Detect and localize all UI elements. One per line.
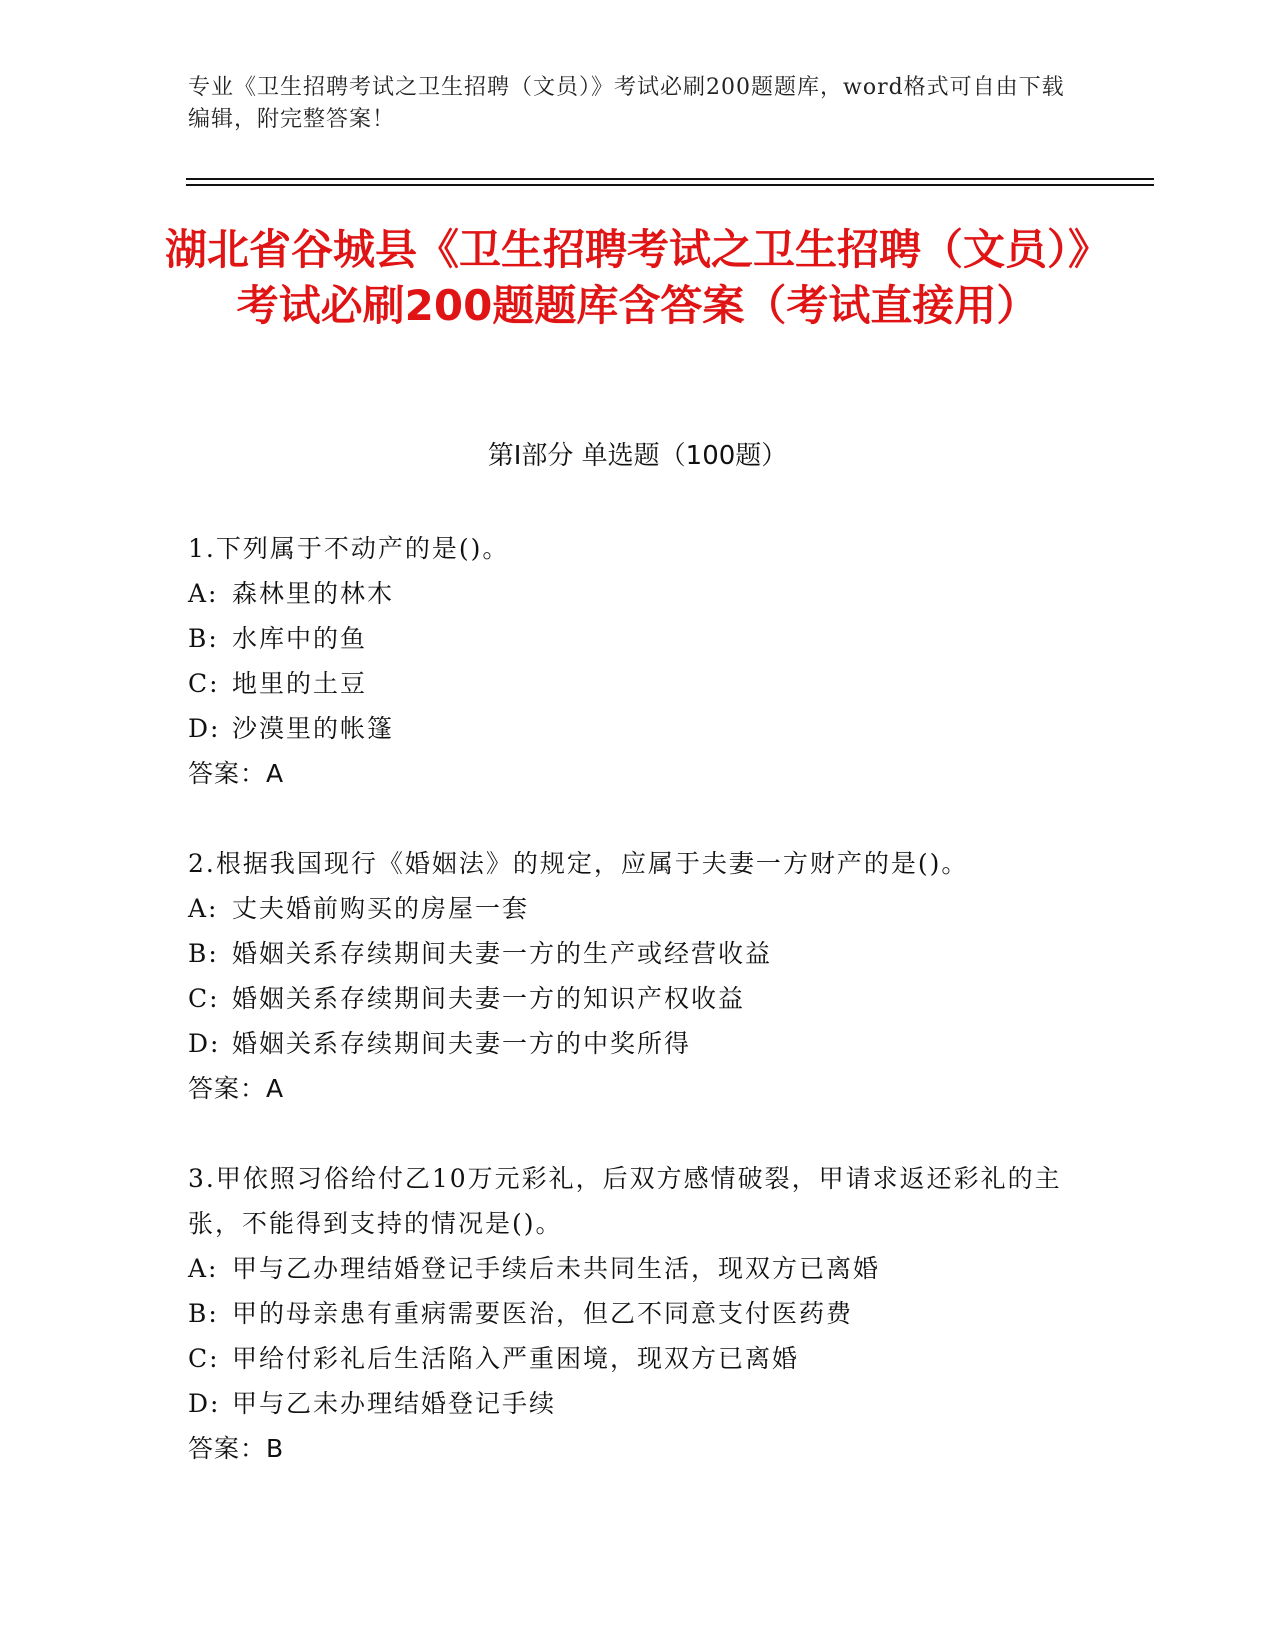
option-key: D: — [188, 1389, 221, 1418]
option-text: 甲给付彩礼后生活陷入严重困境，现双方已离婚 — [232, 1344, 800, 1373]
option-key: C: — [188, 984, 220, 1013]
option-text: 婚姻关系存续期间夫妻一方的中奖所得 — [232, 1029, 692, 1058]
option-text: 婚姻关系存续期间夫妻一方的知识产权收益 — [232, 984, 746, 1013]
option-key: B: — [188, 939, 219, 968]
option-d — [188, 1381, 1088, 1426]
option-a — [188, 571, 1088, 616]
question-stem: 2.根据我国现行《婚姻法》的规定，应属于夫妻一方财产的是()。 — [188, 849, 969, 878]
option-text: 甲的母亲患有重病需要医治，但乙不同意支付医药费 — [232, 1299, 854, 1328]
answer: 答案：B — [188, 1434, 285, 1463]
option-text: 沙漠里的帐篷 — [232, 714, 395, 743]
option-text: 森林里的林木 — [232, 579, 395, 608]
option-text: 地里的土豆 — [232, 669, 368, 698]
option-key: A: — [188, 1254, 219, 1283]
option-c — [188, 1336, 1088, 1381]
option-c — [188, 976, 1088, 1021]
option-key: D: — [188, 1029, 221, 1058]
option-key: B: — [188, 1299, 219, 1328]
option-b — [188, 616, 1088, 661]
header-divider-top — [186, 178, 1154, 180]
answer: 答案：A — [188, 1074, 285, 1103]
question-3 — [188, 1156, 1088, 1471]
option-a — [188, 886, 1088, 931]
option-d — [188, 706, 1088, 751]
question-2 — [188, 841, 1088, 1111]
option-text: 丈夫婚前购买的房屋一套 — [232, 894, 530, 923]
option-a — [188, 1246, 1088, 1291]
option-key: C: — [188, 669, 220, 698]
option-c — [188, 661, 1088, 706]
option-key: C: — [188, 1344, 220, 1373]
question-stem: 1.下列属于不动产的是()。 — [188, 534, 510, 563]
option-text: 水库中的鱼 — [232, 624, 368, 653]
option-d — [188, 1021, 1088, 1066]
option-text: 婚姻关系存续期间夫妻一方的生产或经营收益 — [232, 939, 773, 968]
header-note: 专业《卫生招聘考试之卫生招聘（文员）》考试必刷200题题库，word格式可自由下载编辑，附完整答案！ — [188, 75, 1065, 132]
question-1 — [188, 526, 1088, 796]
document-title: 湖北省谷城县《卫生招聘考试之卫生招聘（文员）》考试必刷200题题库含答案（考试直接用） — [164, 225, 1110, 330]
option-b — [188, 931, 1088, 976]
section-heading: 第Ⅰ部分 单选题（100题） — [487, 441, 788, 471]
option-key: D: — [188, 714, 221, 743]
option-key: A: — [188, 894, 219, 923]
question-stem: 3.甲依照习俗给付乙10万元彩礼，后双方感情破裂，甲请求返还彩礼的主张，不能得到支持的情况是()。 — [188, 1164, 1062, 1238]
option-key: B: — [188, 624, 219, 653]
answer: 答案：A — [188, 759, 285, 788]
option-b — [188, 1291, 1088, 1336]
question-list — [188, 526, 1088, 1516]
header-divider-bottom — [186, 184, 1154, 186]
option-text: 甲与乙办理结婚登记手续后未共同生活，现双方已离婚 — [232, 1254, 881, 1283]
option-text: 甲与乙未办理结婚登记手续 — [232, 1389, 557, 1418]
option-key: A: — [188, 579, 219, 608]
